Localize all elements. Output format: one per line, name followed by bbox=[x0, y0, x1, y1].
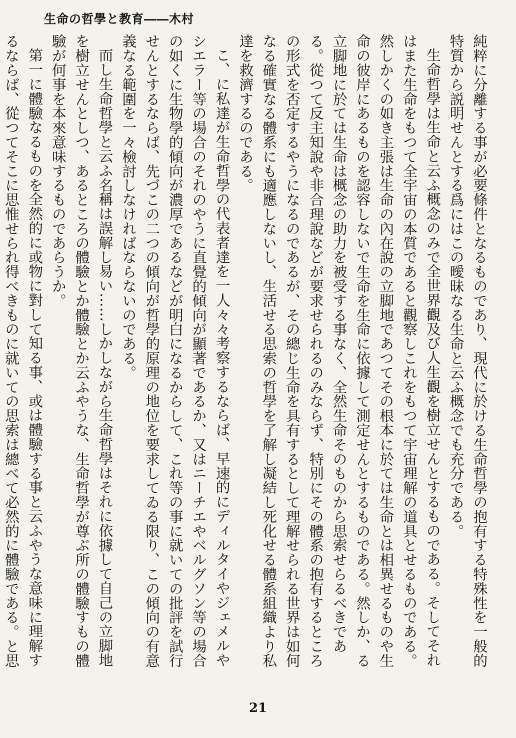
paragraph: 第一に體驗なるものを全然的に或物に對して知る事、或は體驗する事と云ふやうな意味に理解するならば、從つてそこに思惟せられ得べきものに就いての思索は總べて必然的に體驗である。と思 bbox=[2, 34, 43, 668]
running-head bbox=[40, 10, 490, 26]
paragraph: 純粹に分離する事が必要條件となるものであり、現代に於ける生命哲學の抱有する特殊性を一般的特質から説明せんとする爲にはこの曖昧なる生命と云ふ概念でも充分である。 bbox=[447, 34, 487, 668]
body-text bbox=[2, 34, 490, 678]
page-number: 21 bbox=[248, 701, 268, 716]
running-title: 生命の哲學と教育――木村 bbox=[44, 12, 195, 26]
paragraph: こ、に私達が生命哲學の代表者達を一人々々考察するならば、早速的にディルタイやジェメルやシエラー等の場合のそれのやうに直覺的傾向が顯著であるか、又はニーチエやベルグソン等の場合の如くに生物學的傾向が濃厚であるなどが明白になるからして、これ等の事に就いての批評を試行せんとするならば、先づこの二つの傾向が哲學的原理の地位を要求してゐる限り、この傾向の有意義なる範圍を一々檢討しなければならないのである。 bbox=[119, 34, 230, 668]
paragraph: 而し生命哲學と云ふ名稱は誤解し易い……しかしながら生命哲學はそれに依據して自己の立脚地を樹立せんとしつ、あるところの體驗とか體驗とか云ふやうな、生命哲學が尊ぶ所の體驗すもの體驗が何事を本來意味するものであらうか。 bbox=[49, 34, 113, 668]
paragraph: 生命哲學は生命と云ふ概念のみで全世界觀及び人生觀を樹立せんとするものである。そしてそれはまた生命をもつて全宇宙の本質であると觀察しこれをもつて宇宙理解の道具とせるものである。然しかくの如き主張は生命の內在說の立脚地であつてその根本に於ては生命とは相異せるものや生命の彼岸にあるものを認容しないで生命を生命に依據して測定せんとするものである。然しか、る立脚地に於ては生命は概念の助力を被受する事なく、全然生命そのものから思索せらるべきである。從つて反主知說や非合理說などが要求せられるのみならず、特別にその體系の抱有するところの形式を否定するやうになるのであるが、その總じ生命を具有するとして理解せられる世界は如何なる確實なる體系にも適應しないし、生活せる思索の哲學を了解し凝結し死化せる體系組織より私達を救濟するのである。 bbox=[236, 34, 441, 668]
